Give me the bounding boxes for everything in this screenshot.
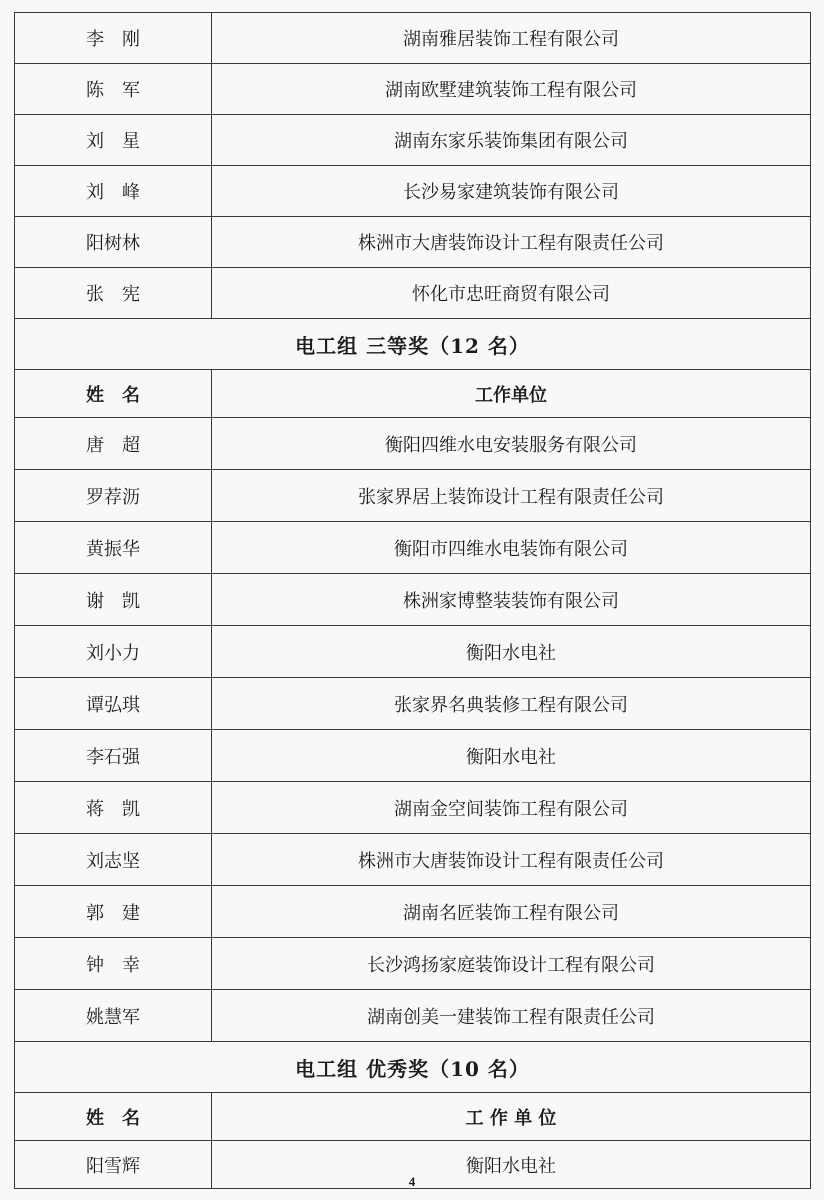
unit-cell: 湖南东家乐装饰集团有限公司 <box>212 115 811 166</box>
name-cell: 蒋 凯 <box>15 782 212 834</box>
column-header-unit: 工作单位 <box>212 370 811 418</box>
page-number: 4 <box>408 1174 416 1189</box>
header-row <box>15 1093 811 1141</box>
unit-cell: 长沙鸿扬家庭装饰设计工程有限公司 <box>212 938 811 990</box>
table-row <box>15 990 811 1042</box>
unit-cell: 湖南名匠装饰工程有限公司 <box>212 886 811 938</box>
table-row <box>15 166 811 217</box>
unit-cell: 衡阳水电社 <box>212 626 811 678</box>
table-row <box>15 268 811 319</box>
table-row <box>15 13 811 64</box>
unit-cell: 湖南欧墅建筑装饰工程有限公司 <box>212 64 811 115</box>
table-row <box>15 522 811 574</box>
unit-cell: 株洲市大唐装饰设计工程有限责任公司 <box>212 834 811 886</box>
unit-cell: 湖南雅居装饰工程有限公司 <box>212 13 811 64</box>
unit-cell: 长沙易家建筑装饰有限公司 <box>212 166 811 217</box>
unit-cell: 株洲家博整装装饰有限公司 <box>212 574 811 626</box>
table-row <box>15 678 811 730</box>
section-title: 电工组 三等奖（12 名） <box>15 319 811 370</box>
name-cell: 张 宪 <box>15 268 212 319</box>
table-row <box>15 834 811 886</box>
name-cell: 姚慧军 <box>15 990 212 1042</box>
table-row <box>15 626 811 678</box>
award-roster <box>14 12 810 1189</box>
unit-cell: 衡阳水电社 <box>212 730 811 782</box>
name-cell: 郭 建 <box>15 886 212 938</box>
table-row <box>15 64 811 115</box>
header-row <box>15 370 811 418</box>
name-cell: 刘志坚 <box>15 834 212 886</box>
section-title: 电工组 优秀奖（10 名） <box>15 1042 811 1093</box>
name-cell: 谢 凯 <box>15 574 212 626</box>
unit-cell: 衡阳市四维水电装饰有限公司 <box>212 522 811 574</box>
table-row <box>15 418 811 470</box>
name-cell: 阳树林 <box>15 217 212 268</box>
unit-cell: 株洲市大唐装饰设计工程有限责任公司 <box>212 217 811 268</box>
name-cell: 刘 星 <box>15 115 212 166</box>
table-row <box>15 782 811 834</box>
table-row <box>15 938 811 990</box>
name-cell: 刘 峰 <box>15 166 212 217</box>
unit-cell: 衡阳四维水电安装服务有限公司 <box>212 418 811 470</box>
column-header-name: 姓 名 <box>15 1093 212 1141</box>
unit-cell: 张家界名典装修工程有限公司 <box>212 678 811 730</box>
name-cell: 唐 超 <box>15 418 212 470</box>
table-row <box>15 470 811 522</box>
section-title-row <box>15 319 811 370</box>
table-row <box>15 115 811 166</box>
name-cell: 刘小力 <box>15 626 212 678</box>
unit-cell: 张家界居上装饰设计工程有限责任公司 <box>212 470 811 522</box>
name-cell: 李石强 <box>15 730 212 782</box>
unit-cell: 怀化市忠旺商贸有限公司 <box>212 268 811 319</box>
name-cell: 黄振华 <box>15 522 212 574</box>
table-row <box>15 886 811 938</box>
unit-cell: 湖南金空间装饰工程有限公司 <box>212 782 811 834</box>
column-header-name: 姓 名 <box>15 370 212 418</box>
table-row <box>15 730 811 782</box>
name-cell: 阳雪辉 <box>15 1141 212 1189</box>
name-cell: 谭弘琪 <box>15 678 212 730</box>
unit-cell: 湖南创美一建装饰工程有限责任公司 <box>212 990 811 1042</box>
table-row <box>15 217 811 268</box>
name-cell: 罗荐沥 <box>15 470 212 522</box>
section-title-row <box>15 1042 811 1093</box>
name-cell: 李 刚 <box>15 13 212 64</box>
award-roster-table <box>14 12 811 1189</box>
table-row <box>15 574 811 626</box>
unit-cell: 衡阳水电社 <box>212 1141 811 1189</box>
name-cell: 钟 幸 <box>15 938 212 990</box>
column-header-unit: 工 作 单 位 <box>212 1093 811 1141</box>
name-cell: 陈 军 <box>15 64 212 115</box>
